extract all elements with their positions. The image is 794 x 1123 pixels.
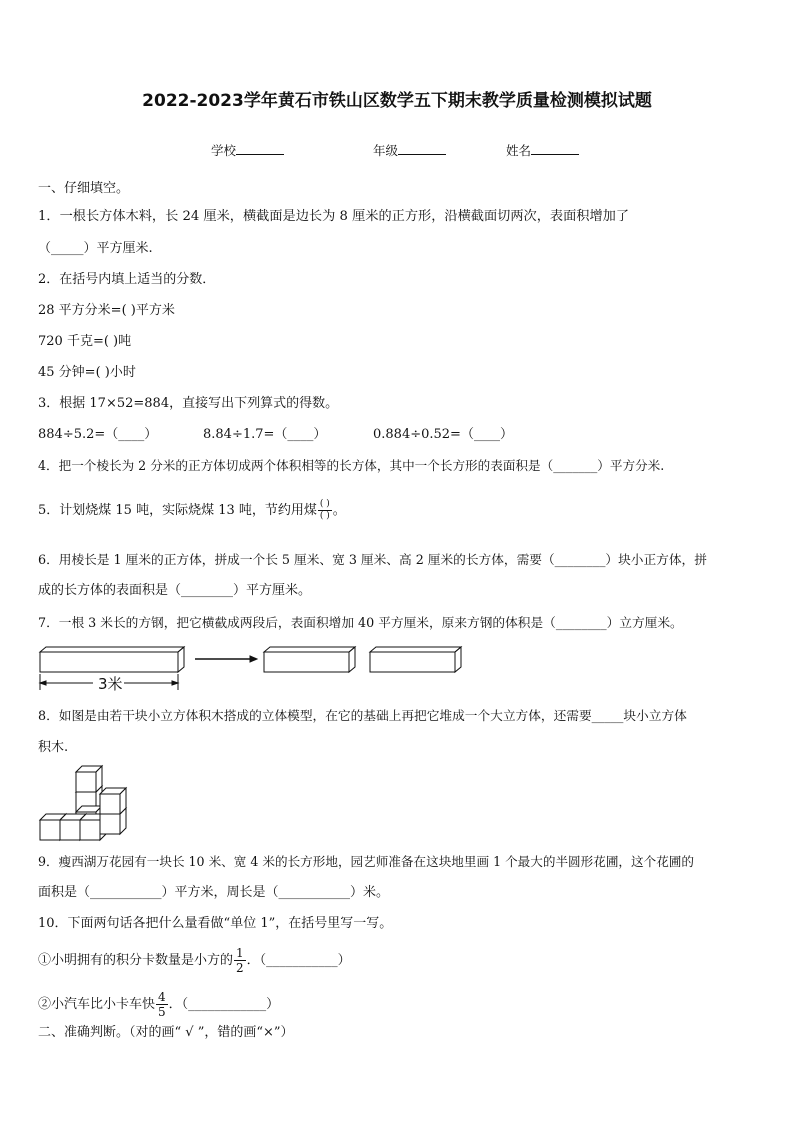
question-5 xyxy=(38,500,346,521)
fraction-denominator: 2 xyxy=(236,961,244,975)
fraction-numerator: 4 xyxy=(158,990,166,1004)
short-bar-2-front-face xyxy=(370,652,455,672)
question-1-answer-blank[interactable]: （_____） xyxy=(38,241,97,256)
grade-blank[interactable] xyxy=(398,141,446,155)
fraction-numerator: 1 xyxy=(236,946,244,960)
question-3-item-b: 8.84÷1.7=（____） xyxy=(203,427,327,442)
long-bar-front-face xyxy=(40,652,178,672)
question-7: 7．一根 3 米长的方钢，把它横截成两段后，表面积增加 40 平方厘米，原来方钢的体积是（________）立方厘米。 xyxy=(38,615,683,630)
question-10-item-b-text: ②小汽车比小卡车快 xyxy=(38,997,156,1012)
question-2-item-a: 28 平方分米=( )平方米 xyxy=(38,303,175,318)
section-heading-2: 二、准确判断。（对的画“ √ ”，错的画“×”） xyxy=(38,1025,294,1040)
question-9-line-2: 面积是（___________）平方米，周长是（___________）米。 xyxy=(38,885,390,900)
fraction-one-half xyxy=(234,947,246,974)
question-9-line-1: 9．瘦西湖万花园有一块长 10 米、宽 4 米的长方形地，园艺师准备在这块地里画 1 个最大的半圆形花圃，这个花圃的 xyxy=(38,854,694,869)
question-3-item-c: 0.884÷0.52=（____） xyxy=(373,427,513,442)
question-10-item-a-text: ①小明拥有的积分卡数量是小方的 xyxy=(38,953,234,968)
school-label: 学校 xyxy=(211,143,237,158)
grade-label: 年级 xyxy=(373,143,399,158)
section-heading-1: 一、仔细填空。 xyxy=(38,181,130,196)
question-10-item-a-answer[interactable]: ．（___________） xyxy=(246,953,351,968)
school-blank[interactable] xyxy=(236,141,284,155)
long-bar-top-face xyxy=(40,647,184,652)
name-field xyxy=(506,141,579,159)
question-2-item-b: 720 千克=( )吨 xyxy=(38,334,132,349)
arrow-head xyxy=(250,656,257,662)
page-title: 2022-2023学年黄石市铁山区数学五下期末教学质量检测模拟试题 xyxy=(142,91,652,111)
question-6-line-2: 成的长方体的表面积是（________）平方厘米。 xyxy=(38,583,312,598)
fraction-four-fifths xyxy=(156,991,168,1018)
short-bar-2-side-face xyxy=(455,647,461,672)
question-5-text: 5．计划烧煤 15 吨，实际烧煤 13 吨，节约用煤 xyxy=(38,503,317,518)
short-bar-1-top-face xyxy=(264,647,355,652)
question-5-numerator: ( ) xyxy=(319,499,330,509)
question-3-stem: 3．根据 17×52=884，直接写出下列算式的得数。 xyxy=(38,396,339,411)
question-5-denominator: ( ) xyxy=(319,511,330,521)
dimension-arrow-left xyxy=(40,681,46,685)
question-6-line-1: 6．用棱长是 1 厘米的正方体，拼成一个长 5 厘米、宽 3 厘米、高 2 厘米的长方体，需要（________）块小正方体，拼 xyxy=(38,552,707,567)
cube-top xyxy=(76,766,102,792)
fraction-denominator: 5 xyxy=(158,1005,166,1019)
question-8-line-2: 积木. xyxy=(38,740,69,755)
question-2-item-c: 45 分钟=( )小时 xyxy=(38,365,136,380)
question-4: 4．把一个棱长为 2 分米的正方体切成两个体积相等的长方体，其中一个长方形的表面积是（_______）平方分米. xyxy=(38,458,665,473)
name-blank[interactable] xyxy=(531,141,579,155)
question-5-fraction-blank[interactable] xyxy=(318,500,332,521)
steel-bar-length-label: 3米 xyxy=(98,675,123,693)
name-label: 姓名 xyxy=(506,143,532,158)
question-1-line-1: 1．一根长方体木料，长 24 厘米，横截面是边长为 8 厘米的正方形，沿横截面切两次，表面积增加了 xyxy=(38,209,630,224)
question-8-line-1: 8．如图是由若干块小立方体积木搭成的立体模型，在它的基础上再把它堆成一个大立方体，还需要_____块小立方体 xyxy=(38,708,687,723)
question-1-line-2 xyxy=(38,240,153,258)
question-3-item-a: 884÷5.2=（____） xyxy=(38,427,158,442)
long-bar-side-face xyxy=(178,647,184,672)
cube-model-figure xyxy=(38,764,143,844)
grade-field xyxy=(373,141,446,159)
question-2-stem: 2．在括号内填上适当的分数． xyxy=(38,272,216,287)
question-10-item-b xyxy=(38,991,279,1018)
question-10-stem: 10．下面两句话各把什么量看做“单位 1”，在括号里写一写。 xyxy=(38,916,393,931)
cube-front-4-upper xyxy=(100,788,126,814)
short-bar-1-front-face xyxy=(264,652,349,672)
dimension-arrow-right xyxy=(172,681,178,685)
question-10-item-a xyxy=(38,947,351,974)
short-bar-2-top-face xyxy=(370,647,461,652)
question-5-end: 。 xyxy=(332,503,346,518)
school-field xyxy=(211,141,284,159)
short-bar-1-side-face xyxy=(349,647,355,672)
question-10-item-b-answer[interactable]: ．（____________） xyxy=(168,997,280,1012)
question-1-unit: 平方厘米. xyxy=(96,241,153,256)
